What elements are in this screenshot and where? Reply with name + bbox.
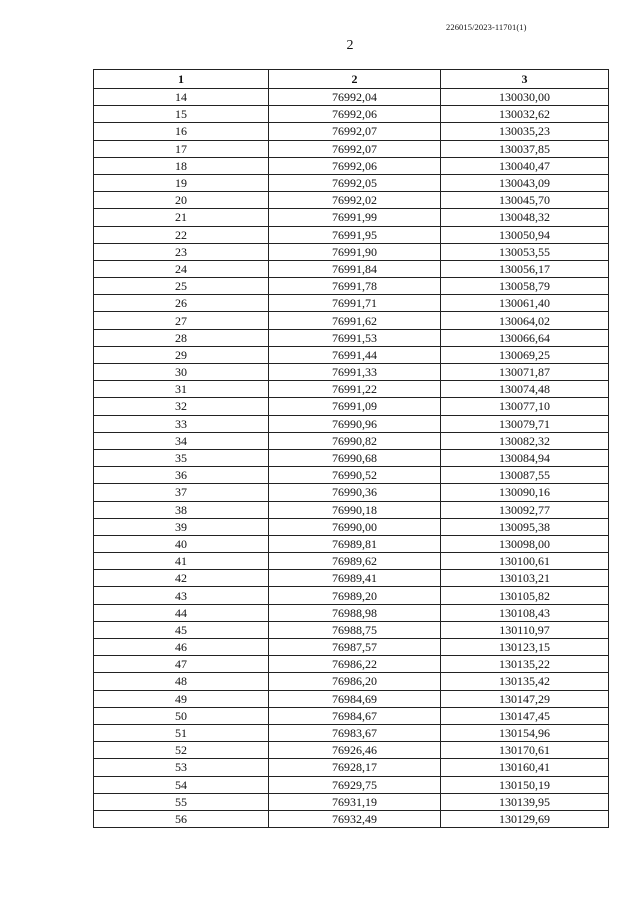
x-coordinate-cell: 76986,22 (269, 656, 441, 673)
y-coordinate-cell: 130108,43 (441, 604, 609, 621)
table-row (94, 518, 609, 535)
table-row (94, 243, 609, 260)
x-coordinate-cell: 76988,75 (269, 621, 441, 638)
y-coordinate-cell: 130077,10 (441, 398, 609, 415)
y-coordinate-cell: 130066,64 (441, 329, 609, 346)
table-row (94, 209, 609, 226)
table-row (94, 707, 609, 724)
x-coordinate-cell: 76990,18 (269, 501, 441, 518)
y-coordinate-cell: 130045,70 (441, 192, 609, 209)
x-coordinate-cell: 76991,33 (269, 364, 441, 381)
y-coordinate-cell: 130053,55 (441, 243, 609, 260)
table-row (94, 535, 609, 552)
x-coordinate-cell: 76991,84 (269, 260, 441, 277)
column-header: 2 (269, 70, 441, 89)
x-coordinate-cell: 76986,20 (269, 673, 441, 690)
y-coordinate-cell: 130103,21 (441, 570, 609, 587)
table-row (94, 467, 609, 484)
table-row (94, 639, 609, 656)
x-coordinate-cell: 76992,07 (269, 123, 441, 140)
x-coordinate-cell: 76989,20 (269, 587, 441, 604)
point-number-cell: 32 (94, 398, 269, 415)
table-row (94, 157, 609, 174)
point-number-cell: 15 (94, 106, 269, 123)
x-coordinate-cell: 76991,09 (269, 398, 441, 415)
y-coordinate-cell: 130129,69 (441, 810, 609, 827)
y-coordinate-cell: 130048,32 (441, 209, 609, 226)
table-row (94, 140, 609, 157)
x-coordinate-cell: 76984,69 (269, 690, 441, 707)
table-header-row (94, 70, 609, 89)
x-coordinate-cell: 76990,68 (269, 449, 441, 466)
y-coordinate-cell: 130074,48 (441, 381, 609, 398)
table-row (94, 501, 609, 518)
y-coordinate-cell: 130030,00 (441, 89, 609, 106)
x-coordinate-cell: 76928,17 (269, 759, 441, 776)
y-coordinate-cell: 130090,16 (441, 484, 609, 501)
table-row (94, 553, 609, 570)
point-number-cell: 33 (94, 415, 269, 432)
point-number-cell: 45 (94, 621, 269, 638)
point-number-cell: 34 (94, 432, 269, 449)
x-coordinate-cell: 76991,53 (269, 329, 441, 346)
y-coordinate-cell: 130147,45 (441, 707, 609, 724)
table-row (94, 759, 609, 776)
point-number-cell: 49 (94, 690, 269, 707)
point-number-cell: 20 (94, 192, 269, 209)
table-row (94, 312, 609, 329)
y-coordinate-cell: 130123,15 (441, 639, 609, 656)
x-coordinate-cell: 76992,02 (269, 192, 441, 209)
point-number-cell: 23 (94, 243, 269, 260)
x-coordinate-cell: 76929,75 (269, 776, 441, 793)
point-number-cell: 24 (94, 260, 269, 277)
point-number-cell: 31 (94, 381, 269, 398)
point-number-cell: 29 (94, 346, 269, 363)
point-number-cell: 17 (94, 140, 269, 157)
table-row (94, 260, 609, 277)
point-number-cell: 56 (94, 810, 269, 827)
y-coordinate-cell: 130135,42 (441, 673, 609, 690)
point-number-cell: 47 (94, 656, 269, 673)
x-coordinate-cell: 76992,07 (269, 140, 441, 157)
column-header: 1 (94, 70, 269, 89)
point-number-cell: 21 (94, 209, 269, 226)
point-number-cell: 22 (94, 226, 269, 243)
x-coordinate-cell: 76989,81 (269, 535, 441, 552)
point-number-cell: 27 (94, 312, 269, 329)
table-row (94, 226, 609, 243)
column-header: 3 (441, 70, 609, 89)
y-coordinate-cell: 130079,71 (441, 415, 609, 432)
x-coordinate-cell: 76931,19 (269, 793, 441, 810)
table-row (94, 89, 609, 106)
point-number-cell: 38 (94, 501, 269, 518)
table-row (94, 295, 609, 312)
point-number-cell: 46 (94, 639, 269, 656)
table-row (94, 346, 609, 363)
x-coordinate-cell: 76990,82 (269, 432, 441, 449)
point-number-cell: 43 (94, 587, 269, 604)
x-coordinate-cell: 76991,62 (269, 312, 441, 329)
x-coordinate-cell: 76991,22 (269, 381, 441, 398)
table-row (94, 364, 609, 381)
table-row (94, 776, 609, 793)
x-coordinate-cell: 76987,57 (269, 639, 441, 656)
y-coordinate-cell: 130092,77 (441, 501, 609, 518)
page-number: 2 (346, 38, 354, 53)
y-coordinate-cell: 130035,23 (441, 123, 609, 140)
point-number-cell: 52 (94, 742, 269, 759)
table-row (94, 278, 609, 295)
table-body (94, 89, 609, 828)
point-number-cell: 19 (94, 174, 269, 191)
x-coordinate-cell: 76984,67 (269, 707, 441, 724)
point-number-cell: 44 (94, 604, 269, 621)
table-row (94, 570, 609, 587)
x-coordinate-cell: 76990,52 (269, 467, 441, 484)
x-coordinate-cell: 76989,62 (269, 553, 441, 570)
x-coordinate-cell: 76991,95 (269, 226, 441, 243)
table-row (94, 106, 609, 123)
point-number-cell: 51 (94, 724, 269, 741)
table-row (94, 123, 609, 140)
y-coordinate-cell: 130150,19 (441, 776, 609, 793)
point-number-cell: 55 (94, 793, 269, 810)
y-coordinate-cell: 130170,61 (441, 742, 609, 759)
table-row (94, 793, 609, 810)
y-coordinate-cell: 130064,02 (441, 312, 609, 329)
y-coordinate-cell: 130061,40 (441, 295, 609, 312)
x-coordinate-cell: 76988,98 (269, 604, 441, 621)
point-number-cell: 42 (94, 570, 269, 587)
x-coordinate-cell: 76992,04 (269, 89, 441, 106)
y-coordinate-cell: 130135,22 (441, 656, 609, 673)
point-number-cell: 48 (94, 673, 269, 690)
y-coordinate-cell: 130139,95 (441, 793, 609, 810)
y-coordinate-cell: 130058,79 (441, 278, 609, 295)
document-id: 226015/2023-11701(1) (446, 22, 527, 32)
table-row (94, 329, 609, 346)
table-row (94, 415, 609, 432)
y-coordinate-cell: 130056,17 (441, 260, 609, 277)
point-number-cell: 25 (94, 278, 269, 295)
y-coordinate-cell: 130098,00 (441, 535, 609, 552)
point-number-cell: 35 (94, 449, 269, 466)
y-coordinate-cell: 130040,47 (441, 157, 609, 174)
table-row (94, 604, 609, 621)
y-coordinate-cell: 130110,97 (441, 621, 609, 638)
point-number-cell: 18 (94, 157, 269, 174)
y-coordinate-cell: 130071,87 (441, 364, 609, 381)
point-number-cell: 16 (94, 123, 269, 140)
x-coordinate-cell: 76991,90 (269, 243, 441, 260)
x-coordinate-cell: 76990,36 (269, 484, 441, 501)
table-row (94, 192, 609, 209)
table-row (94, 398, 609, 415)
point-number-cell: 41 (94, 553, 269, 570)
coordinates-table (93, 69, 609, 828)
x-coordinate-cell: 76991,99 (269, 209, 441, 226)
y-coordinate-cell: 130160,41 (441, 759, 609, 776)
table-row (94, 587, 609, 604)
y-coordinate-cell: 130037,85 (441, 140, 609, 157)
table-row (94, 174, 609, 191)
point-number-cell: 14 (94, 89, 269, 106)
table-row (94, 449, 609, 466)
x-coordinate-cell: 76992,06 (269, 157, 441, 174)
x-coordinate-cell: 76989,41 (269, 570, 441, 587)
x-coordinate-cell: 76992,06 (269, 106, 441, 123)
point-number-cell: 40 (94, 535, 269, 552)
table-row (94, 742, 609, 759)
point-number-cell: 36 (94, 467, 269, 484)
table-row (94, 724, 609, 741)
y-coordinate-cell: 130084,94 (441, 449, 609, 466)
y-coordinate-cell: 130105,82 (441, 587, 609, 604)
table-row (94, 381, 609, 398)
y-coordinate-cell: 130095,38 (441, 518, 609, 535)
y-coordinate-cell: 130069,25 (441, 346, 609, 363)
point-number-cell: 30 (94, 364, 269, 381)
table-row (94, 690, 609, 707)
point-number-cell: 26 (94, 295, 269, 312)
y-coordinate-cell: 130087,55 (441, 467, 609, 484)
table-row (94, 810, 609, 827)
x-coordinate-cell: 76932,49 (269, 810, 441, 827)
y-coordinate-cell: 130032,62 (441, 106, 609, 123)
x-coordinate-cell: 76991,44 (269, 346, 441, 363)
x-coordinate-cell: 76926,46 (269, 742, 441, 759)
x-coordinate-cell: 76990,96 (269, 415, 441, 432)
x-coordinate-cell: 76990,00 (269, 518, 441, 535)
point-number-cell: 50 (94, 707, 269, 724)
y-coordinate-cell: 130100,61 (441, 553, 609, 570)
y-coordinate-cell: 130082,32 (441, 432, 609, 449)
y-coordinate-cell: 130154,96 (441, 724, 609, 741)
x-coordinate-cell: 76991,71 (269, 295, 441, 312)
y-coordinate-cell: 130050,94 (441, 226, 609, 243)
y-coordinate-cell: 130147,29 (441, 690, 609, 707)
table-row (94, 432, 609, 449)
x-coordinate-cell: 76983,67 (269, 724, 441, 741)
point-number-cell: 37 (94, 484, 269, 501)
x-coordinate-cell: 76991,78 (269, 278, 441, 295)
table-row (94, 673, 609, 690)
table-row (94, 484, 609, 501)
table-row (94, 621, 609, 638)
x-coordinate-cell: 76992,05 (269, 174, 441, 191)
point-number-cell: 53 (94, 759, 269, 776)
point-number-cell: 54 (94, 776, 269, 793)
table-row (94, 656, 609, 673)
point-number-cell: 28 (94, 329, 269, 346)
y-coordinate-cell: 130043,09 (441, 174, 609, 191)
point-number-cell: 39 (94, 518, 269, 535)
